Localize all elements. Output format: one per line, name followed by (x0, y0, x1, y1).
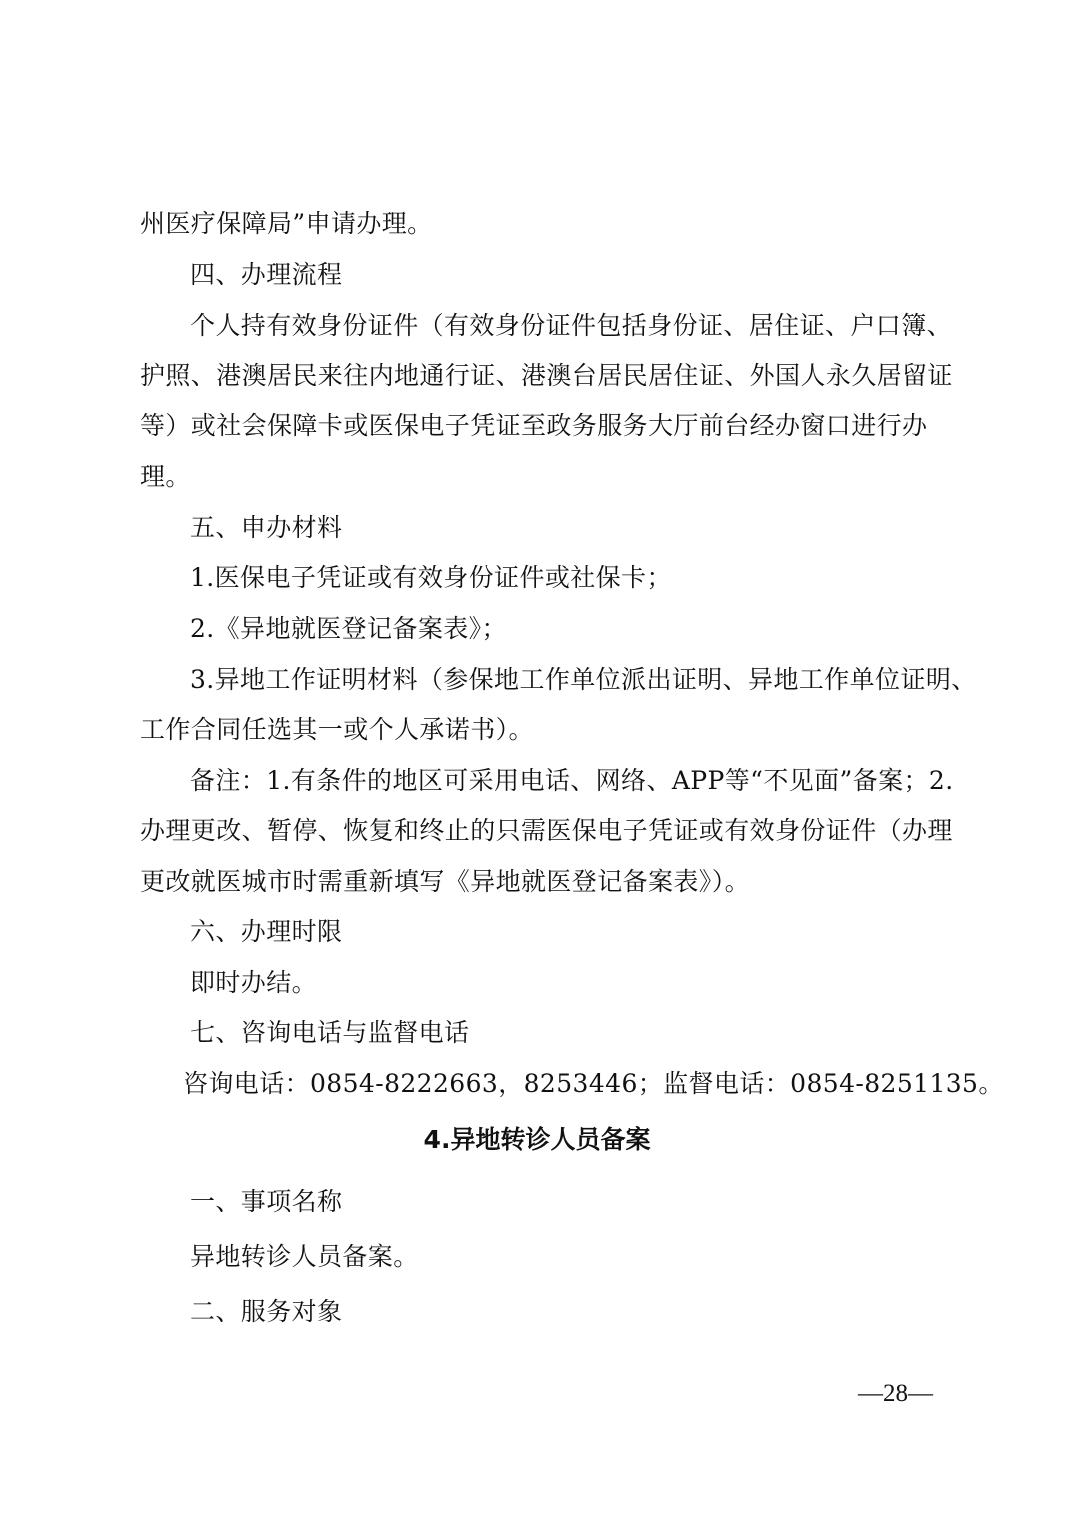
paragraph-line: 护照、港澳居民来往内地通行证、港澳台居民居住证、外国人永久居留证 (140, 361, 953, 390)
section-title-time-limit: 六、办理时限 (190, 917, 343, 946)
section-title-process: 四、办理流程 (190, 260, 343, 289)
paragraph-line: 更改就医城市时需重新填写《异地就医登记备案表》）。 (140, 867, 751, 896)
section-title-contact: 七、咨询电话与监督电话 (190, 1018, 470, 1047)
remark-line: 备注：1.有条件的地区可采用电话、网络、APP等“不见面”备案；2. (190, 766, 954, 795)
section-title-service-target: 二、服务对象 (190, 1297, 343, 1326)
list-item: 2.《异地就医登记备案表》； (190, 614, 507, 643)
paragraph-line: 等）或社会保障卡或医保电子凭证至政务服务大厅前台经办窗口进行办 (140, 411, 928, 440)
page-number: —28— (858, 1380, 933, 1407)
paragraph-line: 个人持有效身份证件（有效身份证件包括身份证、居住证、户口簿、 (190, 311, 953, 340)
section-title-materials: 五、申办材料 (190, 513, 343, 542)
paragraph-line: 州医疗保障局”申请办理。 (140, 209, 433, 238)
section-title-item-name: 一、事项名称 (190, 1187, 343, 1216)
paragraph-line: 工作合同任选其一或个人承诺书）。 (140, 715, 534, 744)
paragraph-line: 异地转诊人员备案。 (190, 1242, 419, 1271)
paragraph-line: 即时办结。 (190, 968, 318, 997)
list-item: 3.异地工作证明材料（参保地工作单位派出证明、异地工作单位证明、 (190, 665, 977, 694)
section-heading: 4.异地转诊人员备案 (423, 1125, 651, 1154)
paragraph-line: 理。 (140, 462, 191, 491)
list-item: 1.医保电子凭证或有效身份证件或社保卡； (190, 563, 672, 592)
contact-phone-line: 咨询电话：0854-8222663，8253446；监督电话：0854-8251135。 (183, 1069, 1004, 1098)
paragraph-line: 办理更改、暂停、恢复和终止的只需医保电子凭证或有效身份证件（办理 (140, 816, 953, 845)
